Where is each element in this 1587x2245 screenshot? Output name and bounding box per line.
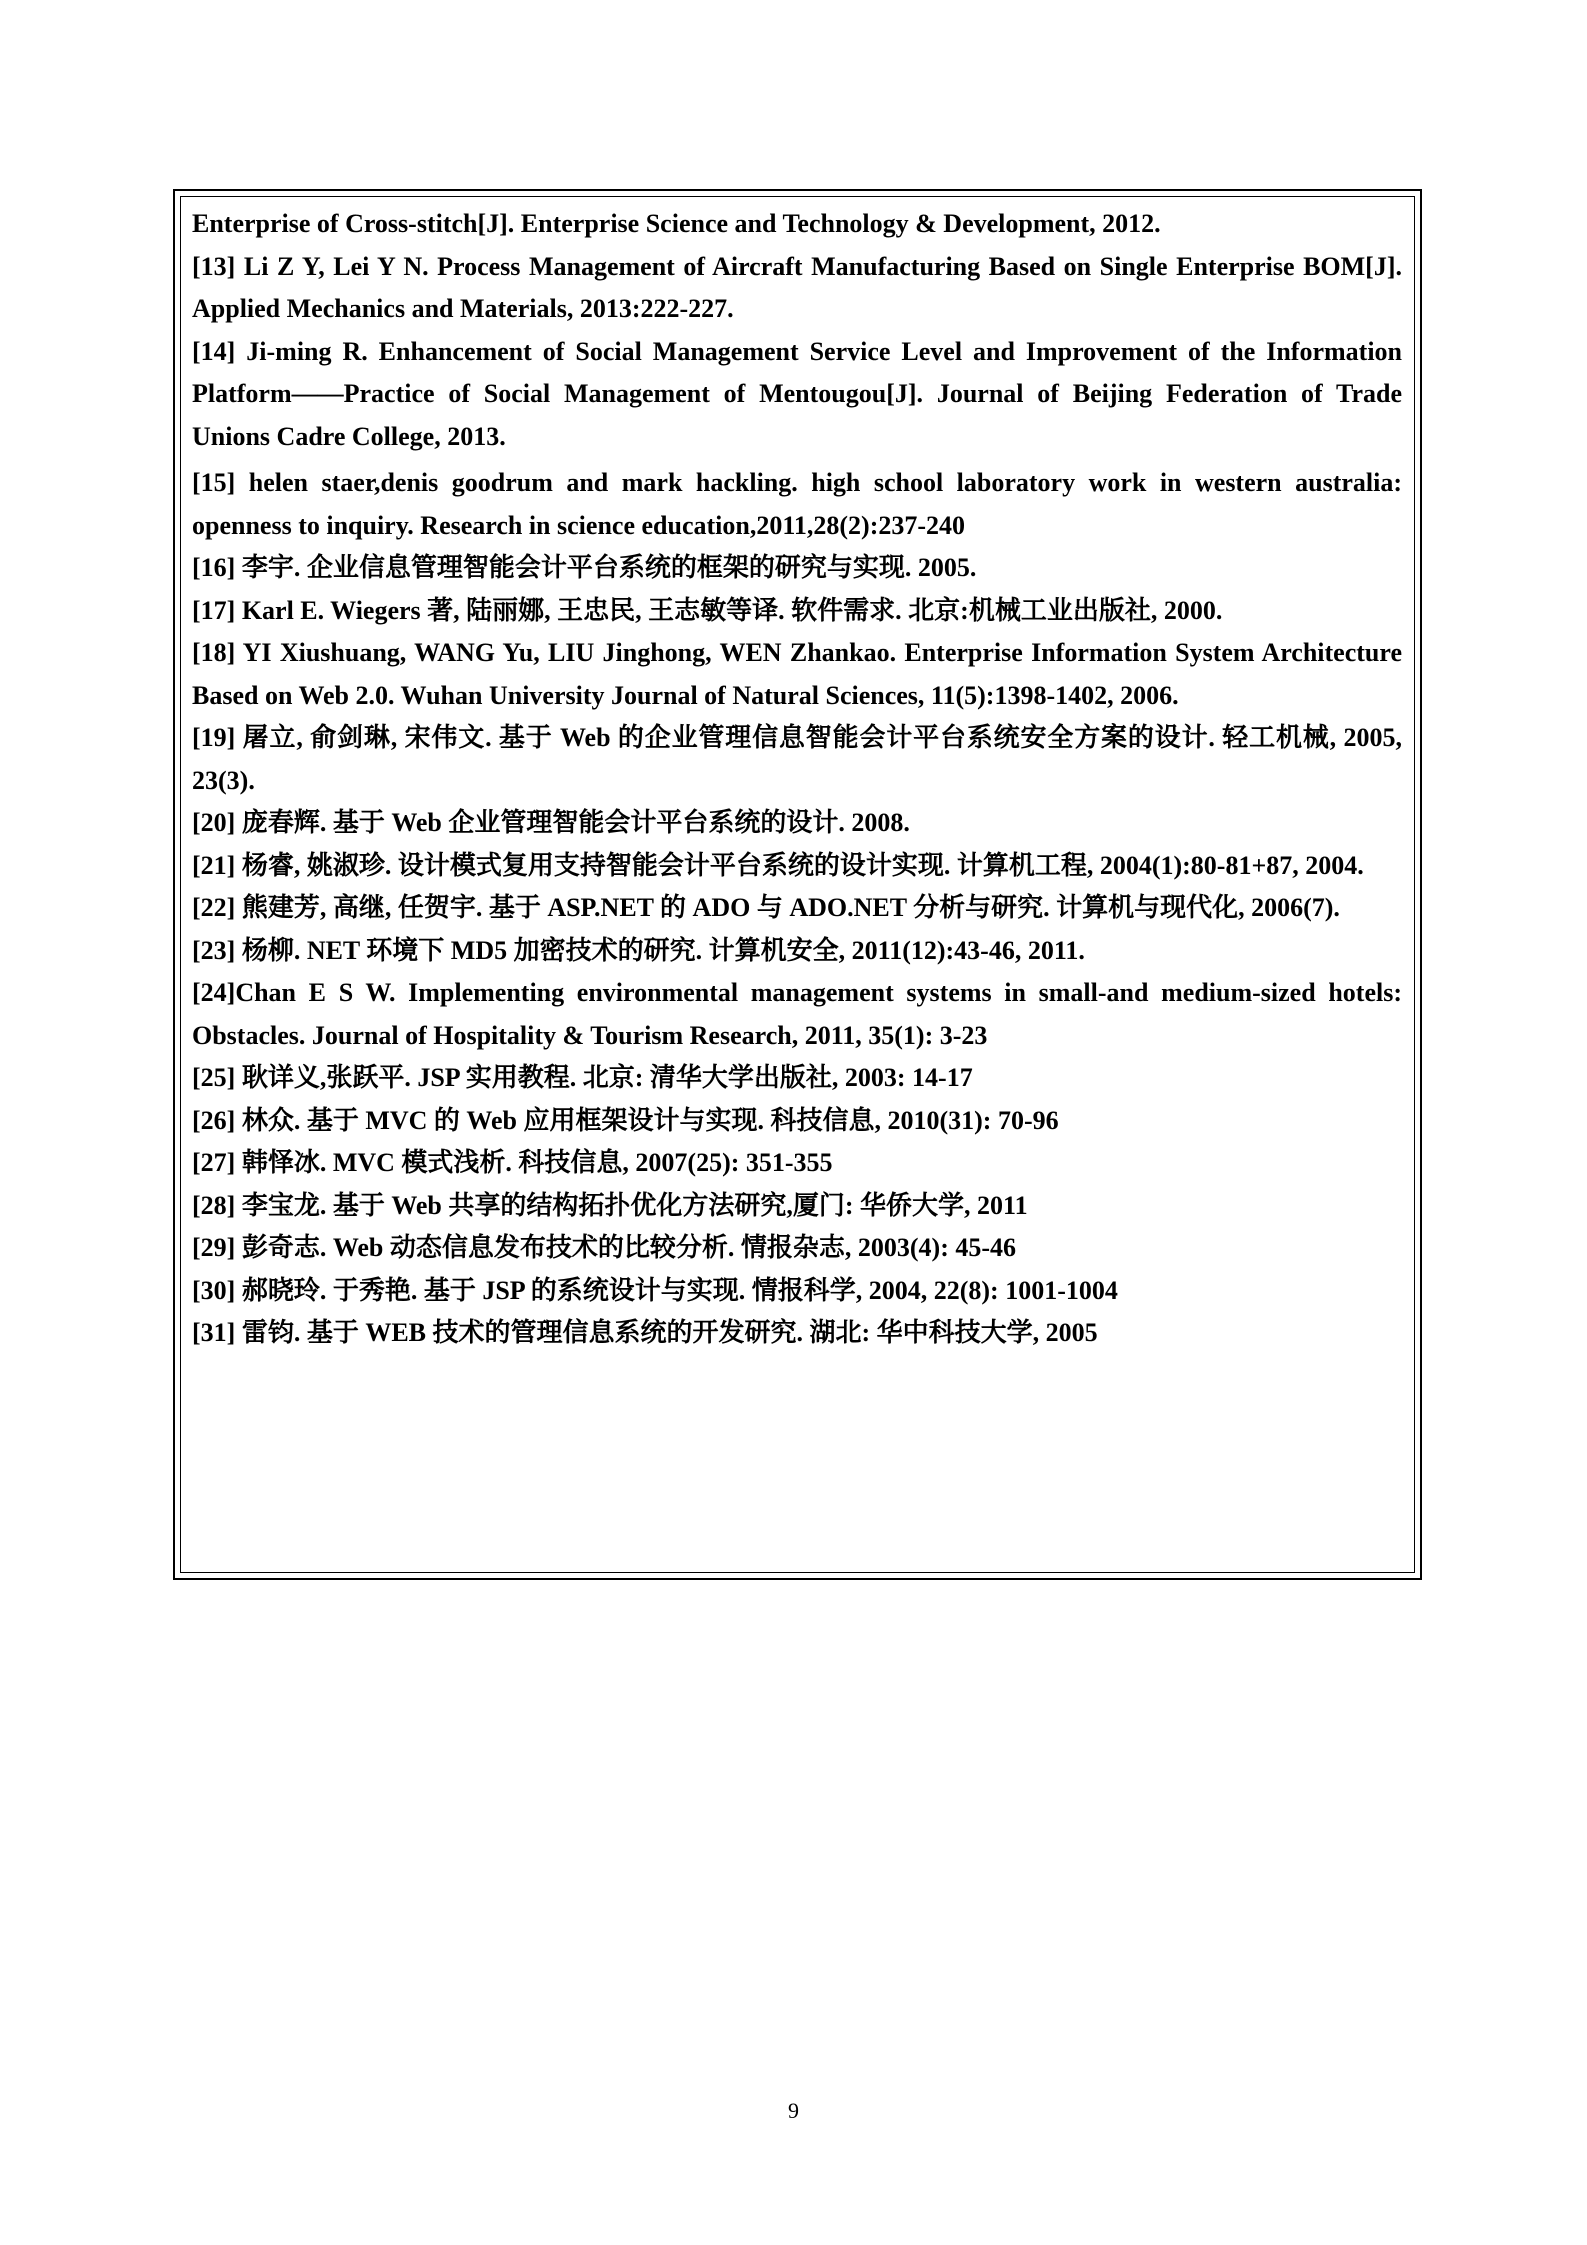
reference-item: [21] 杨睿, 姚淑珍. 设计模式复用支持智能会计平台系统的设计实现. 计算机工程, 2004(1):80-81+87, 2004. <box>192 850 1364 880</box>
reference-item: [23] 杨柳. NET 环境下 MD5 加密技术的研究. 计算机安全, 2011(12):43-46, 2011. <box>192 935 1085 965</box>
reference-item: [26] 林众. 基于 MVC 的 Web 应用框架设计与实现. 科技信息, 2010(31): 70-96 <box>192 1105 1059 1135</box>
reference-item: [13] Li Z Y, Lei Y N. Process Management of Aircraft Manufacturing Based on Single Enterprise BOM[J]. Applied Mechanics and Materials, 2013:222-227. <box>192 251 1402 323</box>
reference-list <box>192 203 1402 1355</box>
reference-item: [19] 屠立, 俞剑琳, 宋伟文. 基于 Web 的企业管理信息智能会计平台系统安全方案的设计. 轻工机械, 2005, 23(3). <box>192 723 1402 795</box>
reference-item: [17] Karl E. Wiegers 著, 陆丽娜, 王忠民, 王志敏等译. 软件需求. 北京:机械工业出版社, 2000. <box>192 595 1223 625</box>
reference-item: [20] 庞春辉. 基于 Web 企业管理智能会计平台系统的设计. 2008. <box>192 808 910 837</box>
reference-item: [24]Chan E S W. Implementing environmental management systems in small-and medium-sized hotels: Obstacles. Journal of Hospitality & Tourism Research, 2011, 35(1): 3-23 <box>192 978 1402 1050</box>
reference-item: [18] YI Xiushuang, WANG Yu, LIU Jinghong, WEN Zhankao. Enterprise Information System Architecture Based on Web 2.0. Wuhan University Journal of Natural Sciences, 11(5):1398-1402, 2006. <box>192 638 1402 710</box>
page-number: 9 <box>788 2098 799 2123</box>
reference-item: [30] 郝晓玲. 于秀艳. 基于 JSP 的系统设计与实现. 情报科学, 2004, 22(8): 1001-1004 <box>192 1275 1118 1305</box>
reference-item: [31] 雷钧. 基于 WEB 技术的管理信息系统的开发研究. 湖北: 华中科技大学, 2005 <box>192 1318 1098 1347</box>
reference-box <box>173 189 1422 1580</box>
reference-item: [22] 熊建芳, 高继, 任贺宇. 基于 ASP.NET 的 ADO 与 ADO.NET 分析与研究. 计算机与现代化, 2006(7). <box>192 893 1340 922</box>
reference-item: Enterprise of Cross-stitch[J]. Enterprise Science and Technology & Development, 2012. <box>192 209 1161 238</box>
reference-item: [15] helen staer,denis goodrum and mark hackling. high school laboratory work in western australia: openness to inquiry. Research in science education,2011,28(2):237-240 <box>192 468 1402 540</box>
reference-item: [25] 耿详义,张跃平. JSP 实用教程. 北京: 清华大学出版社, 2003: 14-17 <box>192 1063 973 1092</box>
reference-item: [14] Ji-ming R. Enhancement of Social Management Service Level and Improvement of the Information Platform——Practice of Social Management of Mentougou[J]. Journal of Beijing Federation of Trade Unions Cadre College, 2013. <box>192 336 1402 451</box>
reference-item: [16] 李宇. 企业信息管理智能会计平台系统的框架的研究与实现. 2005. <box>192 553 977 582</box>
reference-item: [28] 李宝龙. 基于 Web 共享的结构拓扑优化方法研究,厦门: 华侨大学, 2011 <box>192 1190 1028 1220</box>
reference-item: [29] 彭奇志. Web 动态信息发布技术的比较分析. 情报杂志, 2003(4): 45-46 <box>192 1233 1017 1262</box>
reference-item: [27] 韩怿冰. MVC 模式浅析. 科技信息, 2007(25): 351-355 <box>192 1148 833 1177</box>
